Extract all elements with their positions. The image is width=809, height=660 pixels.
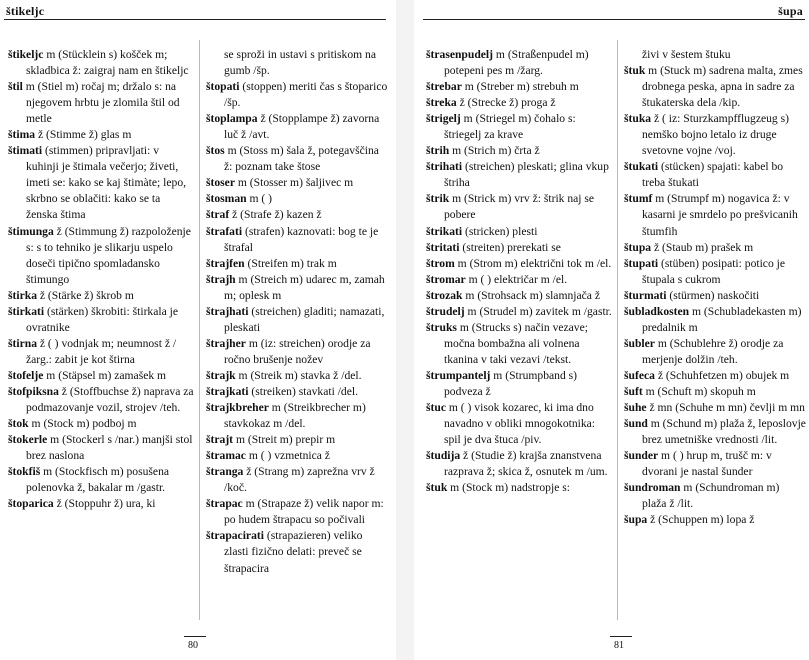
dictionary-entry bbox=[426, 240, 612, 256]
definition: m (Strohsack m) slamnjača ž bbox=[462, 288, 600, 302]
definition: ž (Schuhfetzen m) obujek m bbox=[654, 368, 790, 382]
dictionary-entry bbox=[8, 79, 194, 127]
headword: štromar bbox=[426, 272, 466, 286]
definition: (streichen) pleskati; glina vkup štriha bbox=[444, 160, 609, 190]
dictionary-entry bbox=[206, 400, 388, 432]
dictionary-entry bbox=[206, 175, 388, 191]
headword: šubler bbox=[624, 336, 655, 350]
definition: ž (Stoppuhr ž) ura, ki bbox=[53, 497, 156, 511]
definition: ž (Stoffbuchse ž) naprava za podmazovanje vozil, strojev /teh. bbox=[26, 384, 194, 415]
headword: štrajt bbox=[206, 433, 234, 447]
dictionary-entry bbox=[624, 400, 806, 416]
dictionary-entry bbox=[624, 288, 806, 304]
dictionary-entry bbox=[8, 127, 194, 143]
definition: ž (Stopplampe ž) zavorna luč ž /avt. bbox=[224, 112, 380, 142]
definition: ž (Strecke ž) proga ž bbox=[456, 96, 556, 110]
dictionary-entry bbox=[206, 207, 388, 223]
headword: štrumpantelj bbox=[426, 368, 491, 382]
right-column-2 bbox=[624, 47, 806, 528]
dictionary-entry bbox=[206, 191, 388, 207]
dictionary-entry bbox=[624, 384, 806, 400]
headword: štrajh bbox=[206, 272, 236, 286]
definition: m (Stoss m) šala ž, potegavščina ž: poznam take štose bbox=[224, 144, 379, 174]
headword: štima bbox=[8, 128, 36, 142]
dictionary-entry bbox=[206, 528, 388, 576]
left-column-1 bbox=[8, 47, 194, 512]
dictionary-entry bbox=[624, 416, 806, 448]
headword: štritati bbox=[426, 240, 460, 254]
headword: šufeca bbox=[624, 368, 655, 382]
headword: štrajkbreher bbox=[206, 401, 269, 415]
running-head-left: štikeljc bbox=[6, 4, 45, 18]
right-page bbox=[419, 0, 809, 660]
definition: m (Streikbrecher m) stavkokaz m /del. bbox=[224, 401, 366, 431]
definition: ž ( iz: Sturzkampfflugzeug s) nemško bojno letalo iz druge svetovne vojne /voj. bbox=[642, 112, 789, 158]
dictionary-entry bbox=[426, 320, 612, 368]
dictionary-entry bbox=[206, 111, 388, 143]
folio-rule bbox=[610, 636, 632, 637]
definition: m (Strick m) vrv ž: štrik naj se pobere bbox=[444, 192, 595, 222]
dictionary-entry bbox=[8, 368, 194, 384]
definition: (stricken) plesti bbox=[462, 224, 538, 238]
definition: ž ( ) vodnjak m; neumnost ž /žarg.: zabit je kot štirna bbox=[26, 336, 177, 366]
headword: štirka bbox=[8, 288, 37, 302]
headword: štraf bbox=[206, 208, 230, 222]
headword: šubladkosten bbox=[624, 304, 690, 318]
headword: štoplampa bbox=[206, 112, 258, 126]
headword: šuhe bbox=[624, 401, 647, 415]
right-column-1 bbox=[426, 47, 612, 496]
dictionary-entry bbox=[426, 143, 612, 159]
headword: štrihati bbox=[426, 160, 463, 174]
headword: štrajhati bbox=[206, 304, 249, 318]
dictionary-entry bbox=[8, 464, 194, 496]
headword: štrebar bbox=[426, 80, 462, 94]
headword: štuc bbox=[426, 401, 446, 415]
dictionary-entry bbox=[8, 304, 194, 336]
definition: m (Stücklein s) košček m; skladbica ž: zaigraj nam en štikeljc bbox=[26, 48, 189, 78]
definition: m (Streich m) udarec m, zamah m; oplesk m bbox=[224, 272, 385, 302]
dictionary-entry bbox=[206, 368, 388, 384]
headword: štreka bbox=[426, 96, 457, 110]
headword: štrudelj bbox=[426, 304, 465, 318]
dictionary-entry bbox=[8, 288, 194, 304]
dictionary-entry bbox=[426, 368, 612, 400]
definition: m ( ) vzmetnica ž bbox=[245, 449, 330, 463]
headword: štrapac bbox=[206, 497, 243, 511]
dictionary-entry bbox=[624, 63, 806, 111]
definition: ž (Strafe ž) kazen ž bbox=[229, 208, 322, 222]
left-column-2 bbox=[206, 47, 388, 577]
dictionary-entry bbox=[8, 416, 194, 432]
headword: šundroman bbox=[624, 481, 681, 495]
definition: m (Strumpf m) nogavica ž: v kasarni je smrdelo po prešvicanih štumfih bbox=[642, 192, 798, 238]
headword: štosman bbox=[206, 192, 247, 206]
headword: štrozak bbox=[426, 288, 463, 302]
definition: ž (Stimme ž) glas m bbox=[35, 128, 132, 142]
headword: šupa bbox=[624, 513, 648, 527]
definition: se sproži in ustavi s pritiskom na gumb /šp. bbox=[224, 48, 376, 78]
headword: štoparica bbox=[8, 497, 54, 511]
dictionary-entry bbox=[624, 256, 806, 288]
headword: štrasenpudelj bbox=[426, 48, 493, 61]
headword: študija bbox=[426, 449, 461, 463]
dictionary-entry bbox=[8, 224, 194, 288]
headword: štokerle bbox=[8, 433, 48, 447]
book-gutter bbox=[396, 0, 414, 660]
headword: šunder bbox=[624, 449, 659, 463]
definition: (streiten) prerekati se bbox=[459, 240, 561, 254]
headword: štos bbox=[206, 144, 225, 158]
definition: m (Stosser m) šaljivec m bbox=[234, 176, 354, 190]
dictionary-entry bbox=[426, 111, 612, 143]
dictionary-entry bbox=[624, 368, 806, 384]
dictionary-entry bbox=[206, 432, 388, 448]
headword: štrajk bbox=[206, 368, 236, 382]
definition: m (Stockerl s /nar.) manjši stol brez naslona bbox=[26, 433, 193, 463]
dictionary-entry bbox=[426, 159, 612, 191]
page-number-left: 80 bbox=[188, 640, 198, 651]
definition: m (Streik m) stavka ž /del. bbox=[235, 368, 362, 382]
definition: m (Strapaze ž) velik napor m: po hudem štrapacu so počivali bbox=[224, 497, 384, 527]
headword: štrafati bbox=[206, 224, 243, 238]
dictionary-entry bbox=[206, 47, 388, 79]
definition: ž (Stärke ž) škrob m bbox=[36, 288, 134, 302]
header-rule bbox=[423, 19, 805, 20]
headword: štrih bbox=[426, 144, 450, 158]
definition: ž (Strang m) zaprežna vrv ž /koč. bbox=[224, 465, 375, 495]
header-rule bbox=[4, 19, 386, 20]
headword: štrapacirati bbox=[206, 529, 264, 543]
definition: m (Stäpsel m) zamašek m bbox=[43, 368, 167, 382]
headword: štopati bbox=[206, 80, 240, 94]
headword: štukati bbox=[624, 160, 659, 174]
headword: štruks bbox=[426, 320, 457, 334]
definition: ž mn (Schuhe m mn) čevlji m mn bbox=[646, 401, 805, 415]
definition: m (Streber m) strebuh m bbox=[461, 80, 579, 94]
definition: m (iz: streichen) orodje za ročno brušenje nožev bbox=[224, 336, 371, 366]
headword: šuft bbox=[624, 384, 643, 398]
dictionary-entry bbox=[206, 143, 388, 175]
definition: (stimmen) pripravljati: v kuhinji je štimala večerjo; živeti, imeti se: kako se kaj štimàte; lepo, skrbno se oblačiti: kako se ta ženska štima bbox=[26, 144, 187, 222]
dictionary-entry bbox=[8, 496, 194, 512]
left-page bbox=[0, 0, 390, 660]
headword: štil bbox=[8, 80, 23, 94]
definition: m (Schublehre ž) orodje za merjenje dolžin /teh. bbox=[642, 336, 784, 366]
definition: m ( ) hrup m, trušč m: v dvorani je nastal šunder bbox=[642, 449, 772, 479]
definition: m (Schundroman m) plaža ž /lit. bbox=[642, 481, 780, 511]
definition: m (Schund m) plaža ž, leposlovje brez umetniške vrednosti /lit. bbox=[642, 417, 806, 447]
dictionary-entry bbox=[206, 256, 388, 272]
definition: (stärken) škrobiti: štirkala je ovratnike bbox=[26, 304, 179, 334]
dictionary-entry bbox=[8, 432, 194, 464]
definition: m ( ) bbox=[246, 192, 273, 206]
headword: štumf bbox=[624, 192, 653, 206]
headword: štoser bbox=[206, 176, 235, 190]
dictionary-entry bbox=[206, 79, 388, 111]
dictionary-entry bbox=[426, 79, 612, 95]
headword: štuk bbox=[624, 64, 646, 78]
dictionary-entry bbox=[8, 384, 194, 416]
page-number-right: 81 bbox=[614, 640, 624, 651]
dictionary-entry bbox=[426, 95, 612, 111]
definition: m (Striegel m) čohalo s: štriegelj za krave bbox=[444, 112, 576, 142]
headword: štramac bbox=[206, 449, 246, 463]
headword: štupa bbox=[624, 240, 652, 254]
dictionary-entry bbox=[426, 191, 612, 223]
dictionary-entry bbox=[624, 480, 806, 512]
dictionary-entry bbox=[624, 512, 806, 528]
definition: m (Stiel m) ročaj m; držalo s: na njegovem hrbtu je zlomila štil od metle bbox=[22, 80, 180, 126]
dictionary-entry bbox=[426, 304, 612, 320]
dictionary-entry bbox=[624, 111, 806, 159]
definition: m (Strucks s) način vezave; močna bombažna ali volnena tkanina v taki vezavi /tekst. bbox=[444, 320, 588, 366]
definition: m (Strumpband s) podveza ž bbox=[444, 368, 578, 398]
dictionary-entry bbox=[426, 256, 612, 272]
dictionary-entry bbox=[206, 304, 388, 336]
definition: (streiken) stavkati /del. bbox=[248, 384, 358, 398]
definition: m (Stuck m) sadrena malta, zmes drobnega peska, apna in sadre za štukaterska dela /kip. bbox=[642, 64, 803, 110]
headword: štuk bbox=[426, 481, 448, 495]
definition: (stoppen) meriti čas s štoparico /šp. bbox=[224, 80, 388, 110]
definition: (stüben) posipati: potico je štupala s cukrom bbox=[642, 256, 786, 286]
definition: ž (Schuppen m) lopa ž bbox=[647, 513, 755, 527]
dictionary-entry bbox=[624, 448, 806, 480]
definition: m (Streit m) prepir m bbox=[233, 433, 336, 447]
dictionary-entry bbox=[624, 191, 806, 239]
headword: štofpiksna bbox=[8, 384, 59, 398]
dictionary-entry bbox=[206, 384, 388, 400]
headword: štrajkati bbox=[206, 384, 249, 398]
definition: (Streifen m) trak m bbox=[244, 256, 337, 270]
dictionary-entry bbox=[426, 47, 612, 79]
dictionary-entry bbox=[624, 304, 806, 336]
dictionary-entry bbox=[426, 480, 612, 496]
dictionary-entry bbox=[624, 336, 806, 368]
column-separator bbox=[617, 40, 618, 620]
headword: štrajher bbox=[206, 336, 246, 350]
headword: štrom bbox=[426, 256, 455, 270]
dictionary-entry bbox=[206, 336, 388, 368]
dictionary-entry bbox=[426, 272, 612, 288]
headword: štimunga bbox=[8, 224, 54, 238]
headword: štirna bbox=[8, 336, 37, 350]
headword: štranga bbox=[206, 465, 244, 479]
dictionary-entry bbox=[8, 143, 194, 223]
definition: (stücken) spajati: kabel bo treba štukati bbox=[642, 160, 784, 190]
definition: m (Schuft m) skopuh m bbox=[642, 384, 756, 398]
definition: m ( ) električar m /el. bbox=[465, 272, 568, 286]
headword: štupati bbox=[624, 256, 659, 270]
dictionary-entry bbox=[206, 272, 388, 304]
folio-rule bbox=[184, 636, 206, 637]
dictionary-entry bbox=[426, 400, 612, 448]
dictionary-entry bbox=[206, 496, 388, 528]
headword: štrik bbox=[426, 192, 450, 206]
dictionary-entry bbox=[206, 464, 388, 496]
definition: m (Strudel m) zavitek m /gastr. bbox=[464, 304, 612, 318]
headword: štikeljc bbox=[8, 48, 44, 61]
dictionary-entry bbox=[8, 336, 194, 368]
dictionary-entry bbox=[8, 47, 194, 79]
headword: štimati bbox=[8, 144, 43, 158]
definition: m (Stock m) nadstropje s: bbox=[447, 481, 570, 495]
definition: ž (Studie ž) krajša znanstvena razprava ž; skica ž, osnutek m /um. bbox=[444, 449, 608, 479]
headword: štofelje bbox=[8, 368, 44, 382]
headword: štokfiš bbox=[8, 465, 41, 479]
definition: m ( ) visok kozarec, ki ima dno navadno v obliki mnogokotnika: spil je dva štuca /piv. bbox=[444, 401, 596, 447]
definition: m (Stockfisch m) posušena polenovka ž, bakalar m /gastr. bbox=[26, 465, 170, 495]
definition: (strapazieren) veliko zlasti fizično delati: preveč se štrapacira bbox=[224, 529, 363, 575]
dictionary-entry bbox=[624, 47, 806, 63]
dictionary-entry bbox=[624, 159, 806, 191]
dictionary-entry bbox=[426, 224, 612, 240]
definition: (stürmen) naskočiti bbox=[666, 288, 760, 302]
definition: ž (Staub m) prašek m bbox=[651, 240, 754, 254]
headword: šturmati bbox=[624, 288, 667, 302]
running-head-right: šupa bbox=[778, 4, 803, 18]
headword: štirkati bbox=[8, 304, 45, 318]
definition: (strafen) kaznovati: bog te je štrafal bbox=[224, 224, 379, 254]
headword: štuka bbox=[624, 112, 652, 126]
definition: m (Stock m) podboj m bbox=[28, 417, 137, 431]
headword: štrikati bbox=[426, 224, 463, 238]
headword: štrajfen bbox=[206, 256, 245, 270]
dictionary-entry bbox=[206, 224, 388, 256]
definition: m (Strom m) električni tok m /el. bbox=[454, 256, 612, 270]
definition: živi v šestem štuku bbox=[642, 48, 731, 61]
definition: m (Strich m) črta ž bbox=[449, 144, 540, 158]
dictionary-entry bbox=[426, 448, 612, 480]
headword: štok bbox=[8, 417, 29, 431]
headword: štrigelj bbox=[426, 112, 461, 126]
dictionary-entry bbox=[624, 240, 806, 256]
definition: ž (Stimmung ž) razpoloženje s: s to tehniko je slikarju uspelo doseči tipično spomladansko štimungo bbox=[26, 224, 191, 286]
dictionary-entry bbox=[426, 288, 612, 304]
definition: m (Schubladekasten m) predalnik m bbox=[642, 304, 802, 334]
column-separator bbox=[199, 40, 200, 620]
headword: šund bbox=[624, 417, 648, 431]
definition: (streichen) gladiti; namazati, pleskati bbox=[224, 304, 385, 334]
definition: m (Straßenpudel m) potepeni pes m /žarg. bbox=[444, 48, 589, 78]
dictionary-entry bbox=[206, 448, 388, 464]
